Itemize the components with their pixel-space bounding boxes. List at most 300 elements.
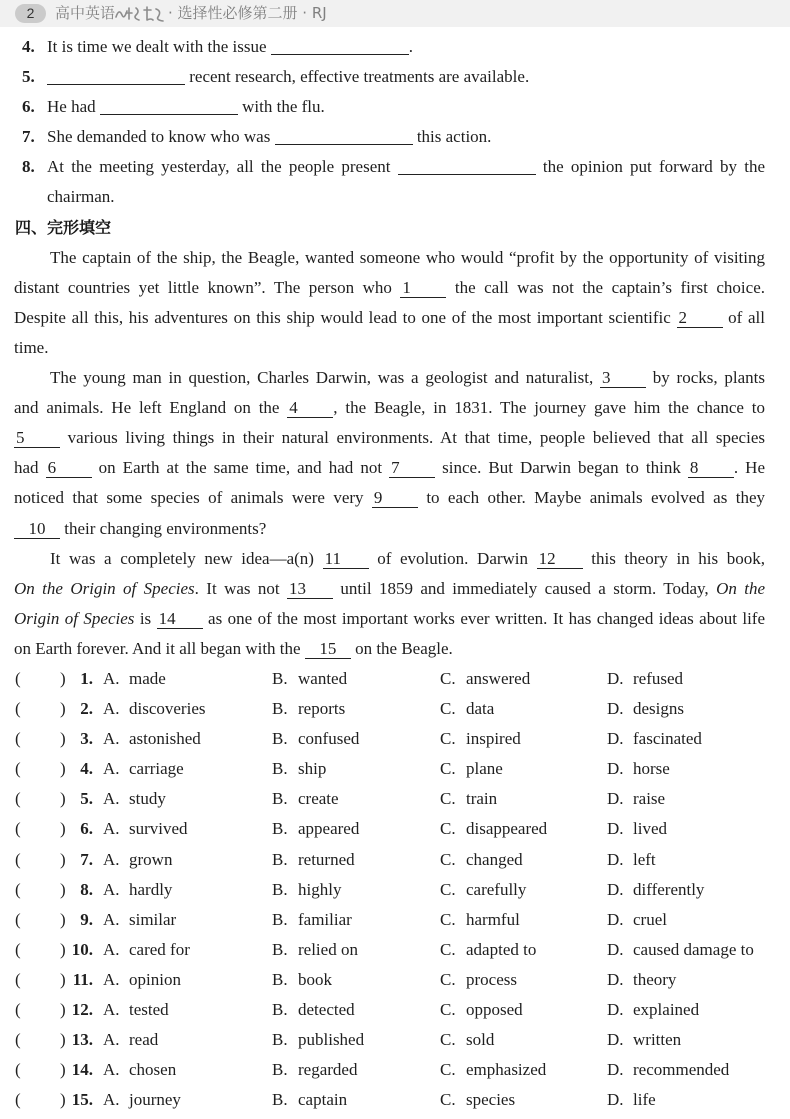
option-text: adapted to xyxy=(466,939,537,959)
option-text: journey xyxy=(129,1090,181,1110)
text-run: since. But Darwin began to think xyxy=(435,458,688,478)
option-c xyxy=(440,995,523,1025)
option-text: reports xyxy=(298,699,346,719)
text-run: had xyxy=(14,458,46,478)
option-label: D. xyxy=(607,969,624,989)
option-c xyxy=(440,1055,546,1085)
item-number: 8. xyxy=(22,157,35,177)
option-b xyxy=(272,1085,347,1115)
option-text: opposed xyxy=(466,1000,523,1019)
option-label: A. xyxy=(103,1030,120,1050)
option-c xyxy=(440,905,520,935)
text-run: chairman. xyxy=(47,187,115,207)
option-text: tested xyxy=(129,1000,169,1019)
option-c xyxy=(440,694,494,724)
question-number: 14. xyxy=(71,1060,93,1080)
option-label: C. xyxy=(440,1030,456,1050)
text-run: The captain of the ship, the Beagle, wanted someone who would “profit by the opportunity of visiting xyxy=(50,247,765,267)
answer-bracket-open: ( xyxy=(15,909,21,929)
option-text: read xyxy=(129,1030,159,1050)
option-label: C. xyxy=(440,969,456,989)
option-a xyxy=(103,754,184,784)
option-a xyxy=(103,1055,176,1085)
option-text: theory xyxy=(633,969,677,989)
cloze-blank-14: 14 xyxy=(157,609,203,629)
option-d xyxy=(607,935,754,965)
option-label: B. xyxy=(272,789,288,809)
book-title: · 选择性必修第二册 · RJ xyxy=(168,4,327,22)
option-label: C. xyxy=(440,1000,456,1019)
option-label: B. xyxy=(272,819,288,839)
option-label: C. xyxy=(440,939,456,959)
option-a xyxy=(103,845,172,875)
option-a xyxy=(103,814,188,844)
option-b xyxy=(272,965,332,995)
text-run: various living things in their natural environments. At that time, people believed that all species xyxy=(60,428,765,448)
option-label: B. xyxy=(272,969,288,989)
answer-bracket-close: ) xyxy=(60,729,66,749)
option-text: horse xyxy=(633,759,670,779)
question-row xyxy=(0,995,790,1025)
question-row xyxy=(0,845,790,875)
option-c xyxy=(440,1025,494,1055)
text-line xyxy=(14,574,765,604)
cloze-blank-5: 5 xyxy=(14,428,60,448)
option-b xyxy=(272,935,358,965)
text-run: It is time we dealt with the issue xyxy=(47,37,271,56)
option-text: detected xyxy=(298,1000,355,1019)
option-label: D. xyxy=(607,909,624,929)
option-text: carefully xyxy=(466,879,527,899)
text-run: to each other. Maybe animals evolved as they xyxy=(417,488,765,508)
option-label: A. xyxy=(103,699,120,719)
question-row xyxy=(0,1085,790,1115)
option-label: D. xyxy=(607,1030,624,1050)
option-d xyxy=(607,664,683,694)
text-line xyxy=(14,303,765,333)
option-label: A. xyxy=(103,849,120,869)
option-label: A. xyxy=(103,819,120,839)
cloze-blank-13: 13 xyxy=(287,579,333,599)
text-run: on Earth forever. And it all began with the xyxy=(14,638,305,658)
option-a xyxy=(103,724,201,754)
answer-blank-line xyxy=(47,84,185,85)
text-run: by rocks, plants xyxy=(646,368,765,388)
answer-bracket-open: ( xyxy=(15,759,21,779)
text-line xyxy=(14,634,765,664)
option-text: regarded xyxy=(298,1060,358,1080)
question-row xyxy=(0,784,790,814)
text-run: on the Beagle. xyxy=(350,638,453,658)
answer-bracket-close: ) xyxy=(60,909,66,929)
option-a xyxy=(103,935,190,965)
text-run: this action. xyxy=(412,127,492,147)
question-number: 9. xyxy=(80,909,93,929)
option-c xyxy=(440,875,526,905)
option-d xyxy=(607,875,704,905)
question-row xyxy=(0,814,790,844)
option-text: left xyxy=(633,849,656,869)
cloze-blank-3: 3 xyxy=(600,368,646,388)
question-number: 2. xyxy=(80,699,93,719)
option-label: A. xyxy=(103,1000,120,1019)
option-label: D. xyxy=(607,729,624,749)
answer-bracket-close: ) xyxy=(60,939,66,959)
text-line xyxy=(14,604,765,634)
text-line xyxy=(14,333,765,363)
option-label: D. xyxy=(607,849,624,869)
text-run: time. xyxy=(14,337,49,357)
option-label: B. xyxy=(272,939,288,959)
option-c xyxy=(440,664,530,694)
text-line xyxy=(47,122,765,152)
item-text xyxy=(47,62,765,92)
option-text: appeared xyxy=(298,819,360,839)
option-label: A. xyxy=(103,759,120,779)
text-run: . He xyxy=(733,458,766,478)
option-text: process xyxy=(466,969,517,989)
option-c xyxy=(440,845,523,875)
option-a xyxy=(103,784,166,814)
question-number: 8. xyxy=(80,879,93,899)
text-run: with the flu. xyxy=(237,97,325,117)
option-label: B. xyxy=(272,699,288,719)
option-text: astonished xyxy=(129,729,201,749)
option-label: C. xyxy=(440,759,456,779)
question-row xyxy=(0,694,790,724)
option-b xyxy=(272,845,355,875)
option-label: B. xyxy=(272,1090,288,1110)
text-line xyxy=(47,92,765,122)
option-label: A. xyxy=(103,939,120,959)
passage-paragraph xyxy=(14,243,765,363)
option-text: designs xyxy=(633,699,684,719)
answer-blank-line xyxy=(100,114,238,115)
answer-bracket-close: ) xyxy=(60,1030,66,1050)
question-number: 12. xyxy=(71,1000,93,1019)
cloze-blank-12: 12 xyxy=(537,549,583,569)
option-d xyxy=(607,845,656,875)
option-a xyxy=(103,664,166,694)
option-text: returned xyxy=(298,849,355,869)
answer-bracket-open: ( xyxy=(15,879,21,899)
text-run: their changing environments? xyxy=(60,518,267,538)
option-a xyxy=(103,875,172,905)
answer-bracket-open: ( xyxy=(15,699,21,719)
option-b xyxy=(272,905,352,935)
option-text: cared for xyxy=(129,939,190,959)
option-label: C. xyxy=(440,819,456,839)
page-number: 2 xyxy=(15,4,46,23)
answer-bracket-close: ) xyxy=(60,879,66,899)
answer-bracket-open: ( xyxy=(15,789,21,809)
option-label: A. xyxy=(103,1090,120,1110)
question-row xyxy=(0,1055,790,1085)
option-label: D. xyxy=(607,939,624,959)
brand-logo-icon xyxy=(114,5,166,23)
option-text: recommended xyxy=(633,1060,730,1080)
option-label: D. xyxy=(607,668,624,688)
option-label: B. xyxy=(272,909,288,929)
option-label: D. xyxy=(607,759,624,779)
question-number: 3. xyxy=(80,729,93,749)
passage-paragraph xyxy=(14,544,765,664)
answer-bracket-open: ( xyxy=(15,1090,21,1110)
answer-bracket-close: ) xyxy=(60,668,66,688)
text-run: . xyxy=(408,37,414,56)
option-text: plane xyxy=(466,759,503,779)
option-label: C. xyxy=(440,1090,456,1110)
question-number: 6. xyxy=(80,819,93,839)
option-label: B. xyxy=(272,849,288,869)
option-c xyxy=(440,784,497,814)
option-text: changed xyxy=(466,849,523,869)
answer-bracket-close: ) xyxy=(60,789,66,809)
cloze-blank-10: 10 xyxy=(14,519,60,539)
option-text: raise xyxy=(633,789,666,809)
option-text: train xyxy=(466,789,498,809)
sentence-item xyxy=(0,32,790,62)
book-title-run: On the Origin of Species xyxy=(14,578,195,598)
option-text: life xyxy=(633,1090,656,1110)
answer-bracket-close: ) xyxy=(60,819,66,839)
question-number: 7. xyxy=(80,849,93,869)
option-text: species xyxy=(466,1090,516,1110)
sentence-list xyxy=(0,32,790,213)
option-label: C. xyxy=(440,789,456,809)
option-label: B. xyxy=(272,879,288,899)
item-text xyxy=(47,92,765,122)
option-list xyxy=(0,664,790,1115)
answer-bracket-open: ( xyxy=(15,849,21,869)
cloze-blank-11: 11 xyxy=(323,549,369,569)
option-label: D. xyxy=(607,819,624,839)
option-a xyxy=(103,995,169,1025)
option-text: published xyxy=(298,1030,365,1050)
question-row xyxy=(0,935,790,965)
option-d xyxy=(607,814,667,844)
text-run: the opinion put forward by the xyxy=(535,157,766,177)
text-line xyxy=(47,62,765,92)
cloze-blank-9: 9 xyxy=(372,488,418,508)
option-label: C. xyxy=(440,909,456,929)
text-line xyxy=(14,514,765,544)
answer-bracket-close: ) xyxy=(60,759,66,779)
option-b xyxy=(272,694,345,724)
option-c xyxy=(440,724,521,754)
option-text: carriage xyxy=(129,759,184,779)
option-text: data xyxy=(466,699,495,719)
text-run: distant countries yet little known”. The person who xyxy=(14,277,401,297)
cloze-passage xyxy=(14,243,765,664)
question-row xyxy=(0,724,790,754)
option-text: book xyxy=(298,969,332,989)
text-line xyxy=(14,483,765,513)
answer-bracket-open: ( xyxy=(15,1030,21,1050)
question-number: 15. xyxy=(71,1090,93,1110)
text-run: It was a completely new idea—a(n) xyxy=(50,548,323,568)
option-label: C. xyxy=(440,879,456,899)
option-text: captain xyxy=(298,1090,348,1110)
option-d xyxy=(607,995,699,1025)
option-label: D. xyxy=(607,879,624,899)
text-line xyxy=(14,363,765,393)
cloze-blank-2: 2 xyxy=(677,308,723,328)
text-line xyxy=(14,453,765,483)
text-line xyxy=(14,423,765,453)
text-line xyxy=(14,393,765,423)
option-text: create xyxy=(298,789,339,809)
option-text: emphasized xyxy=(466,1060,547,1080)
cloze-blank-1: 1 xyxy=(400,278,446,298)
text-run: is xyxy=(134,608,157,628)
option-text: written xyxy=(633,1030,682,1050)
option-label: D. xyxy=(607,1090,624,1110)
item-number: 4. xyxy=(22,37,35,56)
option-text: harmful xyxy=(466,909,520,929)
text-run: recent research, effective treatments are available. xyxy=(185,67,530,87)
option-d xyxy=(607,754,670,784)
option-b xyxy=(272,995,355,1025)
option-text: sold xyxy=(466,1030,495,1050)
answer-bracket-close: ) xyxy=(60,969,66,989)
text-run: this theory in his book, xyxy=(582,548,766,568)
option-label: B. xyxy=(272,729,288,749)
item-number: 6. xyxy=(22,97,35,117)
option-text: disappeared xyxy=(466,819,548,839)
text-run: the call was not the captain’s first choice. xyxy=(446,277,765,297)
option-text: confused xyxy=(298,729,360,749)
option-label: B. xyxy=(272,1060,288,1080)
page-header xyxy=(0,0,790,27)
answer-blank-line xyxy=(398,174,536,175)
option-label: C. xyxy=(440,849,456,869)
question-row xyxy=(0,905,790,935)
option-label: A. xyxy=(103,729,120,749)
option-text: hardly xyxy=(129,879,173,899)
option-b xyxy=(272,1055,357,1085)
option-a xyxy=(103,965,181,995)
question-number: 5. xyxy=(80,789,93,809)
option-c xyxy=(440,1085,515,1115)
option-text: wanted xyxy=(298,668,348,688)
option-label: A. xyxy=(103,668,120,688)
answer-bracket-open: ( xyxy=(15,1000,21,1019)
option-text: ship xyxy=(298,759,327,779)
book-title-run: Origin of Species xyxy=(14,608,135,628)
option-text: made xyxy=(129,668,166,688)
option-d xyxy=(607,1025,681,1055)
answer-bracket-open: ( xyxy=(15,819,21,839)
book-title-run: On the xyxy=(716,578,766,598)
option-b xyxy=(272,1025,364,1055)
option-label: C. xyxy=(440,1060,456,1080)
text-line xyxy=(14,544,765,574)
option-label: C. xyxy=(440,668,456,688)
option-label: B. xyxy=(272,1000,288,1019)
option-d xyxy=(607,784,665,814)
option-label: C. xyxy=(440,729,456,749)
answer-bracket-open: ( xyxy=(15,668,21,688)
section-heading: 四、完形填空 xyxy=(15,217,112,237)
text-run: noticed that some species of animals were very xyxy=(14,488,372,508)
option-text: refused xyxy=(633,668,684,688)
item-text xyxy=(47,122,765,152)
option-b xyxy=(272,754,326,784)
question-number: 10. xyxy=(71,939,93,959)
text-line xyxy=(47,182,765,212)
question-row xyxy=(0,965,790,995)
item-text xyxy=(47,152,765,212)
option-text: relied on xyxy=(298,939,358,959)
sentence-item xyxy=(0,122,790,152)
answer-blank-line xyxy=(271,54,409,55)
cloze-blank-4: 4 xyxy=(287,398,333,418)
text-run: He had xyxy=(47,97,100,117)
item-text xyxy=(47,32,765,62)
text-run: of evolution. Darwin xyxy=(368,548,537,568)
item-number: 7. xyxy=(22,127,35,147)
subject-label: 高中英语 xyxy=(55,4,116,22)
option-label: A. xyxy=(103,969,120,989)
sentence-item xyxy=(0,62,790,92)
question-number: 11. xyxy=(72,969,93,989)
page-content xyxy=(0,32,790,1115)
option-label: D. xyxy=(607,789,624,809)
option-label: D. xyxy=(607,1000,624,1019)
question-number: 4. xyxy=(80,759,93,779)
option-d xyxy=(607,1055,729,1085)
text-line xyxy=(14,273,765,303)
option-b xyxy=(272,664,347,694)
option-label: A. xyxy=(103,789,120,809)
option-d xyxy=(607,965,676,995)
option-text: opinion xyxy=(129,969,181,989)
answer-bracket-close: ) xyxy=(60,849,66,869)
option-text: highly xyxy=(298,879,342,899)
option-d xyxy=(607,905,667,935)
answer-blank-line xyxy=(275,144,413,145)
question-row xyxy=(0,1025,790,1055)
option-label: B. xyxy=(272,1030,288,1050)
text-run: She demanded to know who was xyxy=(47,127,275,147)
option-label: A. xyxy=(103,909,120,929)
text-run: of all xyxy=(722,307,765,327)
answer-bracket-close: ) xyxy=(60,699,66,719)
option-d xyxy=(607,724,702,754)
cloze-blank-8: 8 xyxy=(688,458,734,478)
option-text: similar xyxy=(129,909,177,929)
option-label: D. xyxy=(607,699,624,719)
option-label: D. xyxy=(607,1060,624,1080)
answer-bracket-open: ( xyxy=(15,939,21,959)
passage-paragraph xyxy=(14,363,765,544)
text-run: until 1859 and immediately caused a storm. Today, xyxy=(333,578,717,598)
cloze-blank-7: 7 xyxy=(389,458,435,478)
text-line xyxy=(14,243,765,273)
cloze-blank-6: 6 xyxy=(46,458,92,478)
sentence-item xyxy=(0,92,790,122)
sentence-item xyxy=(0,152,790,212)
option-c xyxy=(440,754,503,784)
option-b xyxy=(272,724,359,754)
question-row xyxy=(0,754,790,784)
option-text: grown xyxy=(129,849,173,869)
option-b xyxy=(272,784,339,814)
text-run: . It was not xyxy=(194,578,288,598)
option-text: cruel xyxy=(633,909,667,929)
item-number: 5. xyxy=(22,67,35,87)
